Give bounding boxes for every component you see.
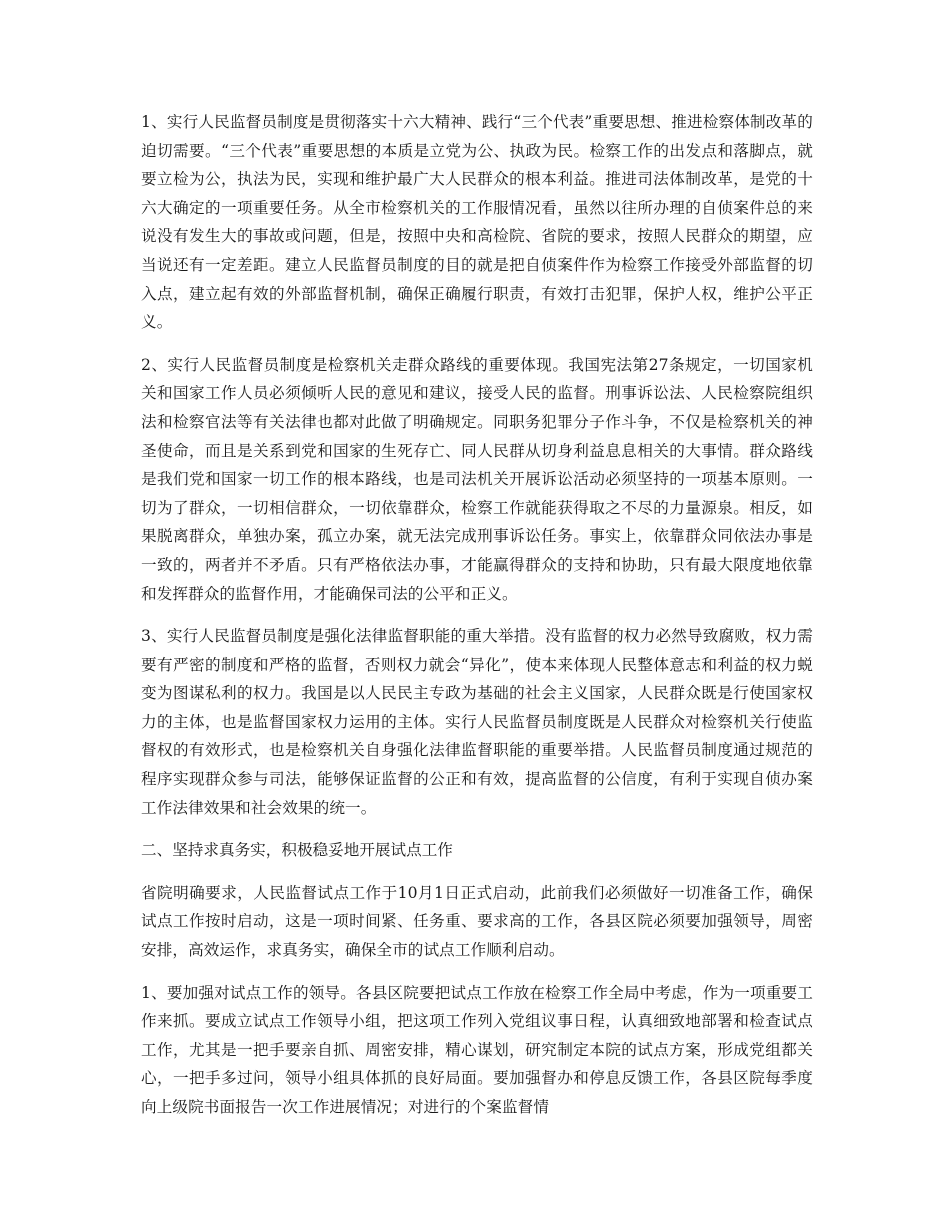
document-page xyxy=(141,108,813,1136)
paragraph-4: 省院明确要求，人民监督试点工作于10月1日正式启动，此前我们必须做好一切准备工作，确保试点工作按时启动，这是一项时间紧、任务重、要求高的工作，各县区院必须要加强领导，周密安排，高效运作，求真务实，确保全市的试点工作顺利启动。 xyxy=(141,883,813,960)
paragraph-3: 3、实行人民监督员制度是强化法律监督职能的重大举措。没有监督的权力必然导致腐败，权力需要有严密的制度和严格的监督，否则权力就会“异化”，使本来体现人民整体意志和利益的权力蜕变为图谋私利的权力。我国是以人民民主专政为基础的社会主义国家，人民群众既是行使国家权力的主体，也是监督国家权力运用的主体。实行人民监督员制度既是人民群众对检察机关行使监督权的有效形式，也是检察机关自身强化法律监督职能的重要举措。人民监督员制度通过规范的程序实现群众参与司法，能够保证监督的公正和有效，提高监督的公信度，有利于实现自侦办案工作法律效果和社会效果的统一。 xyxy=(141,627,813,817)
paragraph-1: 1、实行人民监督员制度是贯彻落实十六大精神、践行“三个代表”重要思想、推进检察体制改革的迫切需要。“三个代表”重要思想的本质是立党为公、执政为民。检察工作的出发点和落脚点，就要立检为公，执法为民，实现和维护最广大人民群众的根本利益。推进司法体制改革，是党的十六大确定的一项重要任务。从全市检察机关的工作服情况看，虽然以往所办理的自侦案件总的来说没有发生大的事故或问题，但是，按照中央和高检院、省院的要求，按照人民群众的期望，应当说还有一定差距。建立人民监督员制度的目的就是把自侦案件作为检察工作接受外部监督的切入点，建立起有效的外部监督机制，确保正确履行职责，有效打击犯罪，保护人权，维护公平正义。 xyxy=(141,113,813,332)
paragraph-5: 1、要加强对试点工作的领导。各县区院要把试点工作放在检察工作全局中考虑，作为一项重要工作来抓。要成立试点工作领导小组，把这项工作列入党组议事日程，认真细致地部署和检查试点工作，尤其是一把手要亲自抓、周密安排，精心谋划，研究制定本院的试点方案，形成党组都关心，一把手多过问，领导小组具体抓的良好局面。要加强督办和停息反馈工作，各县区院每季度向上级院书面报告一次工作进展情况；对进行的个案监督情 xyxy=(141,983,813,1116)
paragraph-2: 2、实行人民监督员制度是检察机关走群众路线的重要体现。我国宪法第27条规定，一切国家机关和国家工作人员必须倾听人民的意见和建议，接受人民的监督。刑事诉讼法、人民检察院组织法和检察官法等有关法律也都对此做了明确规定。同职务犯罪分子作斗争，不仅是检察机关的神圣使命，而且是关系到党和国家的生死存亡、同人民群从切身利益息息相关的大事情。群众路线是我们党和国家一切工作的根本路线，也是司法机关开展诉讼活动必须坚持的一项基本原则。一切为了群众，一切相信群众，一切依靠群众，检察工作就能获得取之不尽的力量源泉。相反，如果脱离群众，单独办案，孤立办案，就无法完成刑事诉讼任务。事实上，依靠群众同依法办事是一致的，两者并不矛盾。只有严格依法办事，才能赢得群众的支持和协助，只有最大限度地依靠和发挥群众的监督作用，才能确保司法的公平和正义。 xyxy=(141,355,813,603)
section-heading: 二、坚持求真务实，积极稳妥地开展试点工作 xyxy=(141,841,453,860)
